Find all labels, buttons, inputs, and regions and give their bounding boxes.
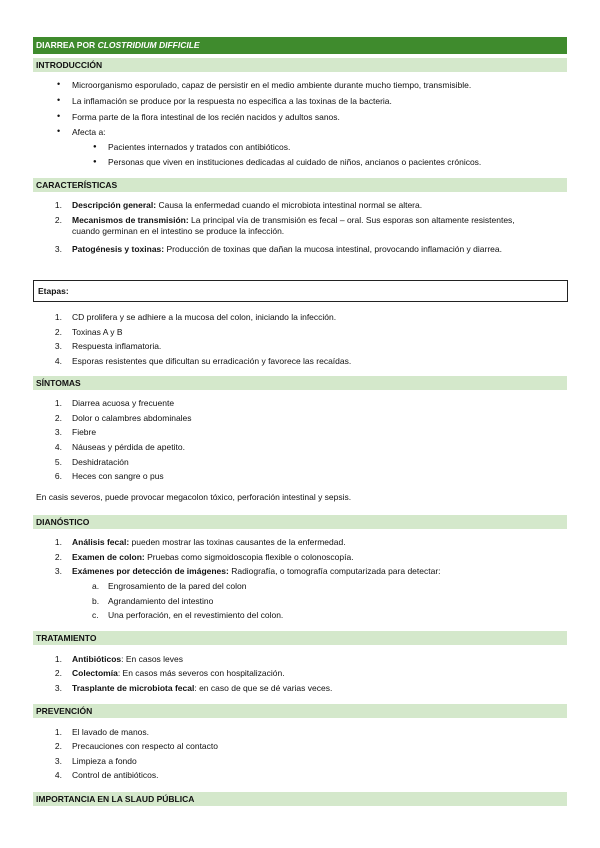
section-heading-sintomas: SÍNTOMAS [33,376,567,390]
prevencion-item: Limpieza a fondo [72,756,137,766]
list-number: 6. [54,471,62,481]
list-number: 1. [54,654,62,664]
diagnostico-subitem: Agrandamiento del intestino [108,596,214,606]
list-number: 2. [54,668,62,678]
etapa-item: Respuesta inflamatoria. [72,341,162,351]
etapas-heading: Etapas: [33,280,568,302]
list-number: 1. [54,312,62,322]
list-number: 2. [54,741,62,751]
sublist-letter: a. [92,581,100,591]
caracteristica-item [72,244,542,255]
list-number: 3. [54,683,62,693]
diagnostico-item [72,566,441,577]
item-label: Examen de colon: [72,552,145,562]
diagnostico-subitem: Engrosamiento de la pared del colon [108,581,247,591]
tratamiento-item [72,654,183,665]
sintoma-item: Heces con sangre o pus [72,471,164,481]
bullet-icon: • [57,111,61,121]
circle-bullet-icon: ● [93,144,97,150]
item-text: Producción de toxinas que dañan la mucosa intestinal, provocando inflamación y diarrea. [164,244,502,254]
diagnostico-item [72,537,346,548]
list-number: 2. [54,413,62,423]
etapa-item: Toxinas A y B [72,327,123,337]
diagnostico-item [72,552,354,563]
list-number: 1. [54,398,62,408]
section-heading-introduccion: INTRODUCCIÓN [33,58,567,72]
intro-item: Afecta a: [72,127,106,137]
sublist-letter: c. [92,610,99,620]
section-heading-diagnostico: DIANÓSTICO [33,515,567,529]
etapa-item: Esporas resistentes que dificultan su erradicación y favorece las recaídas. [72,356,352,366]
list-number: 3. [54,566,62,576]
list-number: 1. [54,537,62,547]
bullet-icon: • [57,95,61,105]
list-number: 4. [54,770,62,780]
section-heading-tratamiento: TRATAMIENTO [33,631,567,645]
item-label: Colectomía [72,668,118,678]
list-number: 2. [54,215,62,225]
list-number: 4. [54,356,62,366]
item-text: Pruebas como sigmoidoscopia flexible o colonoscopía. [144,552,354,562]
list-number: 3. [54,341,62,351]
item-label: Descripción general: [72,200,157,210]
tratamiento-item [72,668,285,679]
list-number: 3. [54,244,62,254]
item-text: : En casos más severos con hospitalización. [117,668,285,678]
document-title [33,37,567,54]
list-number: 1. [54,727,62,737]
list-number: 1. [54,200,62,210]
intro-subitem: Pacientes internados y tratados con antibióticos. [108,142,291,152]
intro-item: Microorganismo esporulado, capaz de persistir en el medio ambiente durante mucho tiempo, transmisible. [72,80,472,90]
item-label: Análisis fecal: [72,537,130,547]
intro-subitem: Personas que viven en instituciones dedicadas al cuidado de niños, ancianos o pacientes crónicos. [108,157,482,167]
sintoma-item: Deshidratación [72,457,129,467]
etapa-item: CD prolifera y se adhiere a la mucosa del colon, iniciando la infección. [72,312,337,322]
item-text: : en caso de que se dé varias veces. [194,683,333,693]
sintomas-note: En casis severos, puede provocar megacolon tóxico, perforación intestinal y sepsis. [36,492,352,502]
prevencion-item: Precauciones con respecto al contacto [72,741,219,751]
item-label: Mecanismos de transmisión: [72,215,189,225]
list-number: 3. [54,427,62,437]
item-text: Radiografía, o tomografía computarizada para detectar: [228,566,441,576]
caracteristica-item [72,200,422,211]
tratamiento-item [72,683,332,694]
item-text: Causa la enfermedad cuando el microbiota intestinal normal se altera. [156,200,423,210]
title-prefix: DIARREA POR [36,40,98,50]
list-number: 4. [54,442,62,452]
item-text: : En casos leves [121,654,183,664]
prevencion-item: El lavado de manos. [72,727,150,737]
item-label: Patogénesis y toxinas: [72,244,165,254]
section-heading-prevencion: PREVENCIÓN [33,704,567,718]
diagnostico-subitem: Una perforación, en el revestimiento del colon. [108,610,284,620]
item-text: La principal vía de transmisión es fecal – oral. Sus esporas son altamente resistentes, cuando germinan en el intestino se produce la infección. [72,215,515,236]
sintoma-item: Náuseas y pérdida de apetito. [72,442,185,452]
circle-bullet-icon: ● [93,159,97,165]
bullet-icon: • [57,126,61,136]
section-heading-importancia: IMPORTANCIA EN LA SLAUD PÚBLICA [33,792,567,806]
list-number: 2. [54,552,62,562]
section-heading-caracteristicas: CARACTERÍSTICAS [33,178,567,192]
sintoma-item: Fiebre [72,427,97,437]
intro-item: La inflamación se produce por la respuesta no especifica a las toxinas de la bacteria. [72,96,392,106]
item-label: Exámenes por detección de imágenes: [72,566,229,576]
sintoma-item: Dolor o calambres abdominales [72,413,192,423]
title-italic: CLOSTRIDIUM DIFFICILE [97,40,200,50]
list-number: 5. [54,457,62,467]
bullet-icon: • [57,79,61,89]
list-number: 3. [54,756,62,766]
item-label: Trasplante de microbiota fecal [72,683,195,693]
list-number: 2. [54,327,62,337]
item-text: pueden mostrar las toxinas causantes de la enfermedad. [129,537,346,547]
prevencion-item: Control de antibióticos. [72,770,159,780]
intro-item: Forma parte de la flora intestinal de los recién nacidos y adultos sanos. [72,112,340,122]
caracteristica-item [72,215,542,237]
item-label: Antibióticos [72,654,122,664]
sublist-letter: b. [92,596,100,606]
sintoma-item: Diarrea acuosa y frecuente [72,398,175,408]
